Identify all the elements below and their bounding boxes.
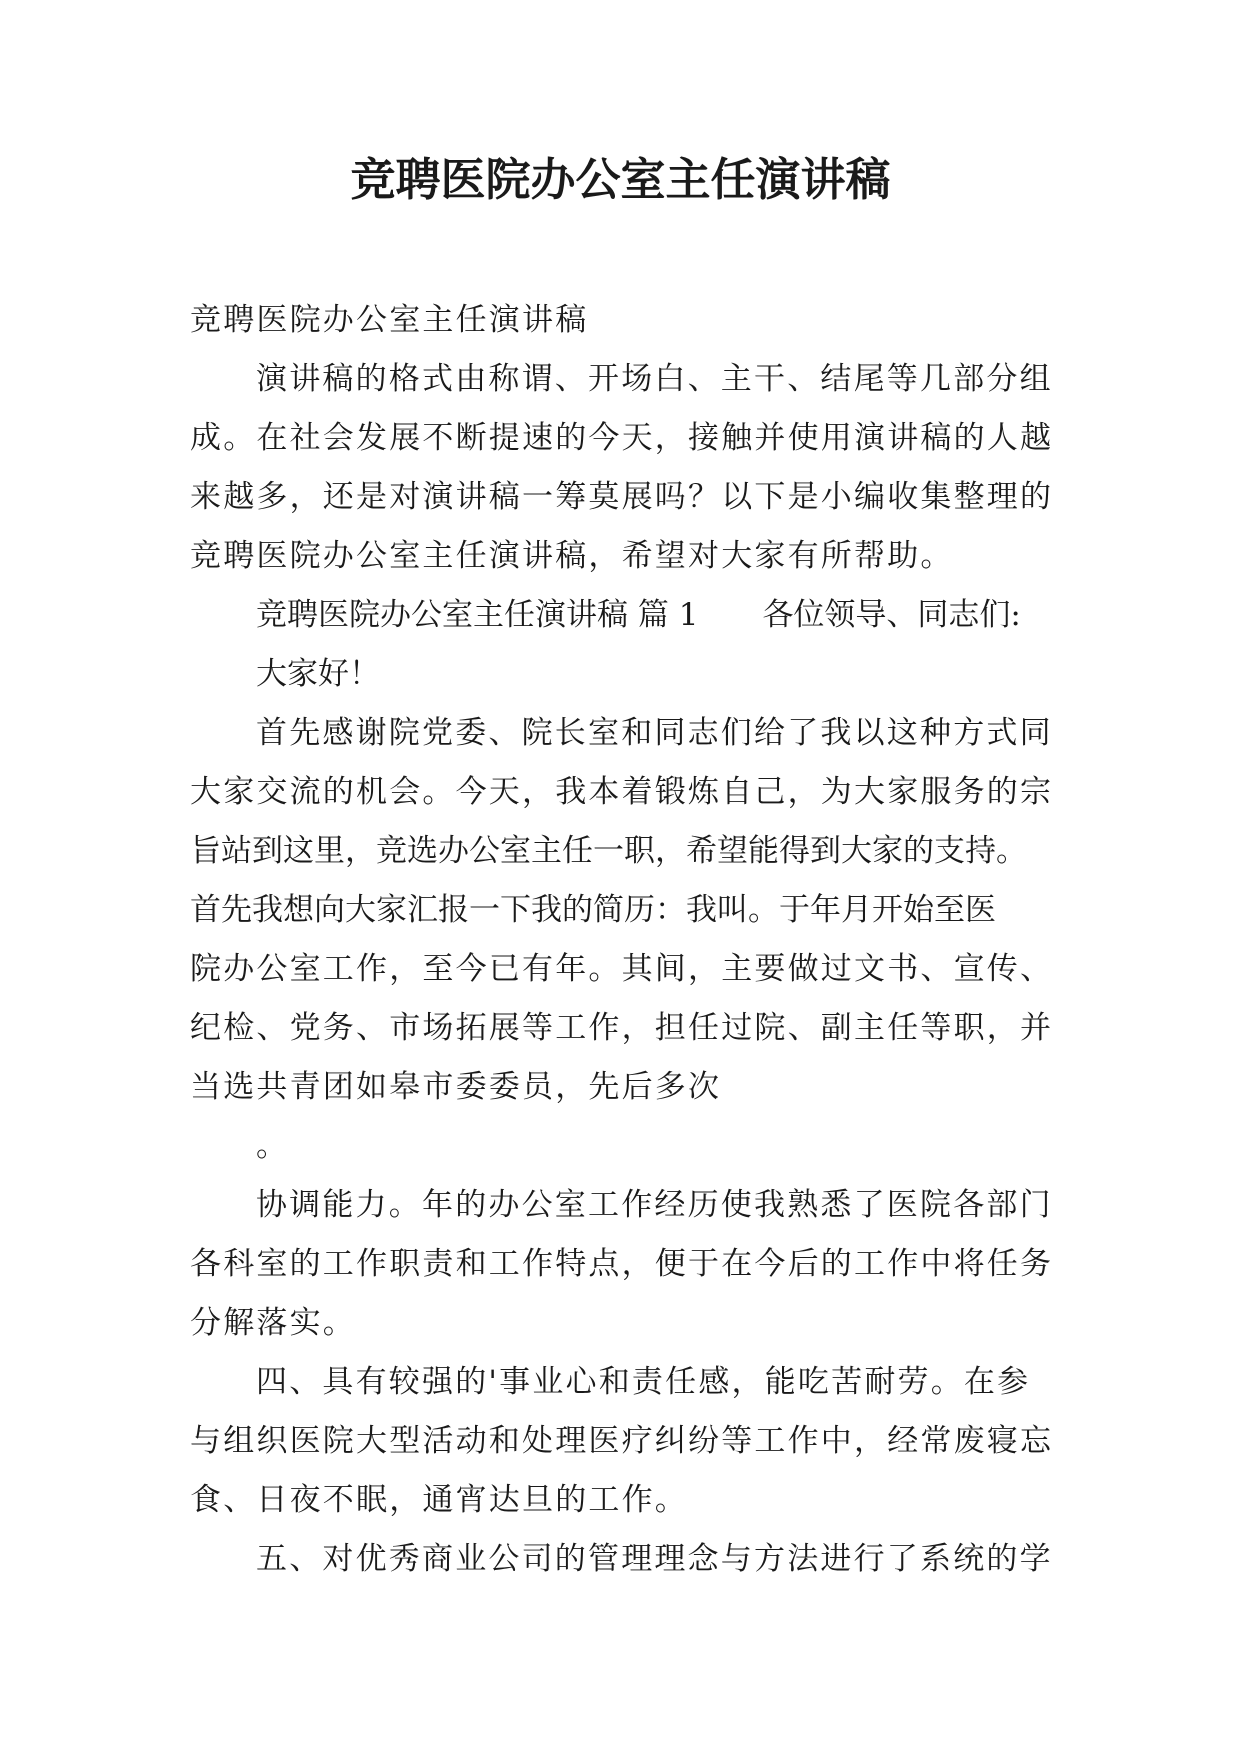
salutation: 各位领导、同志们: <box>762 597 1021 633</box>
body-line: 竞聘医院办公室主任演讲稿 <box>190 302 589 338</box>
section-heading: 竞聘医院办公室主任演讲稿 篇 1 <box>256 597 699 633</box>
body-line: 院办公室工作，至今已有年。其间，主要做过文书、宣传、 <box>190 951 1054 987</box>
body-line: 分解落实。 <box>190 1305 356 1341</box>
body-line: 。 <box>256 1128 287 1164</box>
body-line: 大家交流的机会。今天，我本着锻炼自己，为大家服务的宗 <box>190 774 1054 810</box>
body-line: 与组织医院大型活动和处理医疗纠纷等工作中，经常废寝忘 <box>190 1423 1054 1459</box>
body-line: 纪检、党务、市场拓展等工作，担任过院、副主任等职，并 <box>190 1010 1054 1046</box>
document-body <box>190 291 1060 1589</box>
body-line: 首先感谢院党委、院长室和同志们给了我以这种方式同 <box>256 715 1053 751</box>
body-line: 四、具有较强的'事业心和责任感，能吃苦耐劳。在参 <box>256 1364 1031 1400</box>
body-line: 首先我想向大家汇报一下我的简历：我叫。于年月开始至医 <box>190 892 996 928</box>
body-line: 协调能力。年的办公室工作经历使我熟悉了医院各部门 <box>256 1187 1053 1223</box>
body-line: 旨站到这里，竞选办公室主任一职，希望能得到大家的支持。 <box>190 833 1027 869</box>
body-line: 五、对优秀商业公司的管理理念与方法进行了系统的学 <box>256 1541 1053 1577</box>
body-line: 各科室的工作职责和工作特点，便于在今后的工作中将任务 <box>190 1246 1054 1282</box>
document-title: 竞聘医院办公室主任演讲稿 <box>350 153 891 206</box>
body-line: 来越多，还是对演讲稿一筹莫展吗？以下是小编收集整理的 <box>190 479 1054 515</box>
body-line: 当选共青团如皋市委委员，先后多次 <box>190 1069 722 1105</box>
body-line: 大家好！ <box>256 656 380 692</box>
body-line: 食、日夜不眠，通宵达旦的工作。 <box>190 1482 688 1518</box>
body-line: 成。在社会发展不断提速的今天，接触并使用演讲稿的人越 <box>190 420 1054 456</box>
body-line: 演讲稿的格式由称谓、开场白、主干、结尾等几部分组 <box>256 361 1053 397</box>
body-line <box>190 586 1060 645</box>
body-line: 竞聘医院办公室主任演讲稿，希望对大家有所帮助。 <box>190 538 954 574</box>
